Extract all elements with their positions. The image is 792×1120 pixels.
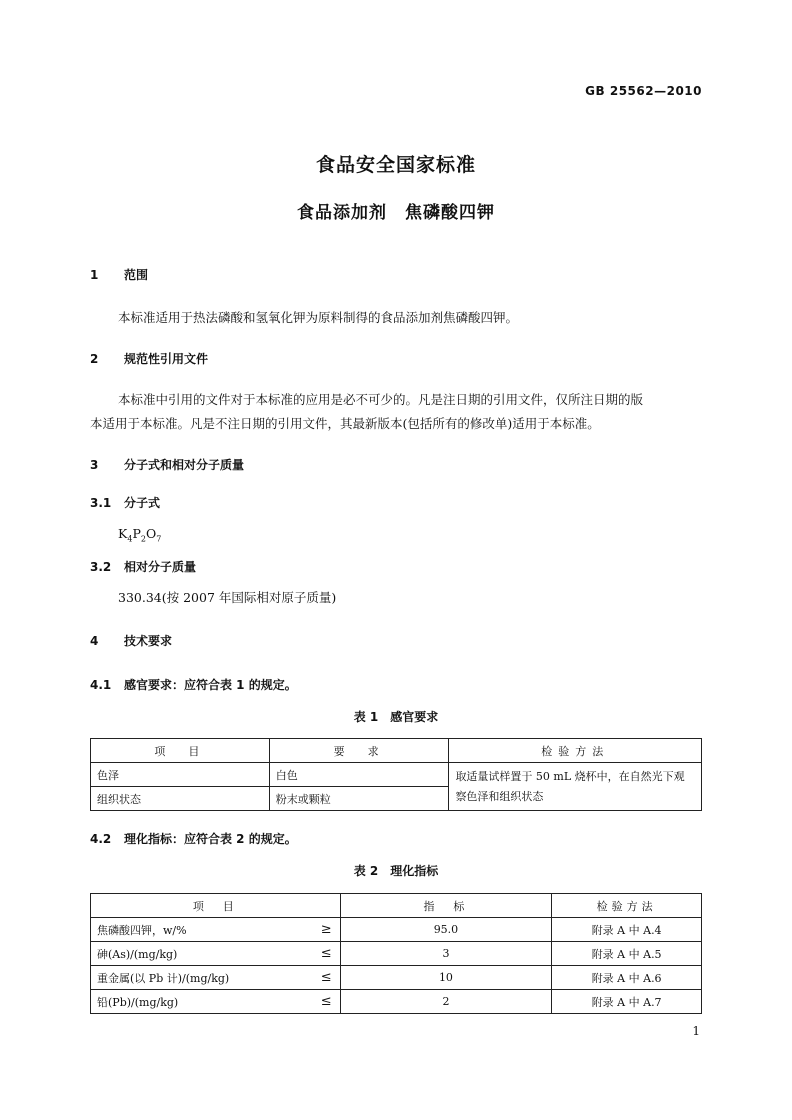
item-cell: 组织状态 <box>91 787 270 811</box>
value-cell: 95.0 <box>340 918 552 942</box>
column-header: 项 目 <box>91 739 270 763</box>
method-cell: 附录 A 中 A.6 <box>552 966 702 990</box>
section-number: 3.1 <box>90 496 112 510</box>
section-title: 规范性引用文件 <box>124 352 209 366</box>
item-cell: 重金属(以 Pb 计)/(mg/kg) ≤ <box>91 966 341 990</box>
table-header-row <box>91 739 702 763</box>
item-cell: 色泽 <box>91 763 270 787</box>
section-number: 2 <box>90 352 99 366</box>
comparison-symbol: ≤ <box>320 969 332 985</box>
molecular-mass-text: 330.34(按 2007 年国际相对原子质量) <box>118 590 337 605</box>
item-cell: 铅(Pb)/(mg/kg) ≤ <box>91 990 341 1014</box>
comparison-symbol: ≤ <box>320 945 332 961</box>
section-number: 4 <box>90 634 99 648</box>
section-number: 1 <box>90 268 99 282</box>
comparison-symbol: ≥ <box>320 921 332 937</box>
table-2-caption: 表 2 理化指标 <box>353 864 439 878</box>
section-4-2-heading <box>90 830 297 847</box>
requirement-cell: 白色 <box>269 763 449 787</box>
section-title: 范围 <box>124 268 149 282</box>
section-number: 4.1 <box>90 678 112 692</box>
column-header: 检验方法 <box>552 894 702 918</box>
method-cell: 附录 A 中 A.5 <box>552 942 702 966</box>
section-title: 分子式 <box>124 496 161 510</box>
item-cell: 焦磷酸四钾，w/% ≥ <box>91 918 341 942</box>
section-2-heading <box>90 350 208 367</box>
document-title: 食品安全国家标准 <box>315 154 476 176</box>
section-title: 技术要求 <box>124 634 173 648</box>
section-2-line-2: 本适用于本标准。凡是不注日期的引用文件，其最新版本(包括所有的修改单)适用于本标准。 <box>90 416 600 431</box>
section-4-heading <box>90 632 172 649</box>
column-header: 指 标 <box>340 894 552 918</box>
section-2-line-1: 本标准中引用的文件对于本标准的应用是必不可少的。凡是注日期的引用文件，仅所注日期的版 <box>118 392 644 407</box>
section-number: 3.2 <box>90 560 112 574</box>
section-title: 理化指标：应符合表 2 的规定。 <box>124 832 297 846</box>
standard-number: GB 25562—2010 <box>585 84 702 98</box>
column-header: 要 求 <box>269 739 449 763</box>
table-row <box>91 918 702 942</box>
table-row <box>91 966 702 990</box>
table-header-row <box>91 894 702 918</box>
method-cell: 取适量试样置于 50 mL 烧杯中，在自然光下观察色泽和组织状态 <box>449 763 702 811</box>
section-3-1-heading <box>90 494 160 511</box>
item-cell: 砷(As)/(mg/kg) ≤ <box>91 942 341 966</box>
section-1-text: 本标准适用于热法磷酸和氢氧化钾为原料制得的食品添加剂焦磷酸四钾。 <box>118 310 519 325</box>
table-row <box>91 942 702 966</box>
comparison-symbol: ≤ <box>320 993 332 1009</box>
column-header: 项 目 <box>91 894 341 918</box>
table-row <box>91 990 702 1014</box>
method-cell: 附录 A 中 A.7 <box>552 990 702 1014</box>
document-subtitle: 食品添加剂 焦磷酸四钾 <box>297 203 495 223</box>
table-1-caption: 表 1 感官要求 <box>353 710 439 724</box>
value-cell: 2 <box>340 990 552 1014</box>
section-title: 感官要求：应符合表 1 的规定。 <box>124 678 297 692</box>
column-header: 检验方法 <box>449 739 702 763</box>
section-4-1-heading <box>90 676 297 693</box>
section-title: 相对分子质量 <box>124 560 197 574</box>
section-1-heading <box>90 266 148 283</box>
molecular-formula: $K_4P_2O_7$ <box>118 526 162 544</box>
section-number: 3 <box>90 458 99 472</box>
section-3-2-heading <box>90 558 196 575</box>
section-number: 4.2 <box>90 832 112 846</box>
table-2-physicochemical <box>90 893 702 1014</box>
section-title: 分子式和相对分子质量 <box>124 458 245 472</box>
requirement-cell: 粉末或颗粒 <box>269 787 449 811</box>
page-number: 1 <box>692 1024 700 1038</box>
section-3-heading <box>90 456 244 473</box>
value-cell: 3 <box>340 942 552 966</box>
value-cell: 10 <box>340 966 552 990</box>
table-row <box>91 763 702 787</box>
table-1-sensory <box>90 738 702 811</box>
method-cell: 附录 A 中 A.4 <box>552 918 702 942</box>
